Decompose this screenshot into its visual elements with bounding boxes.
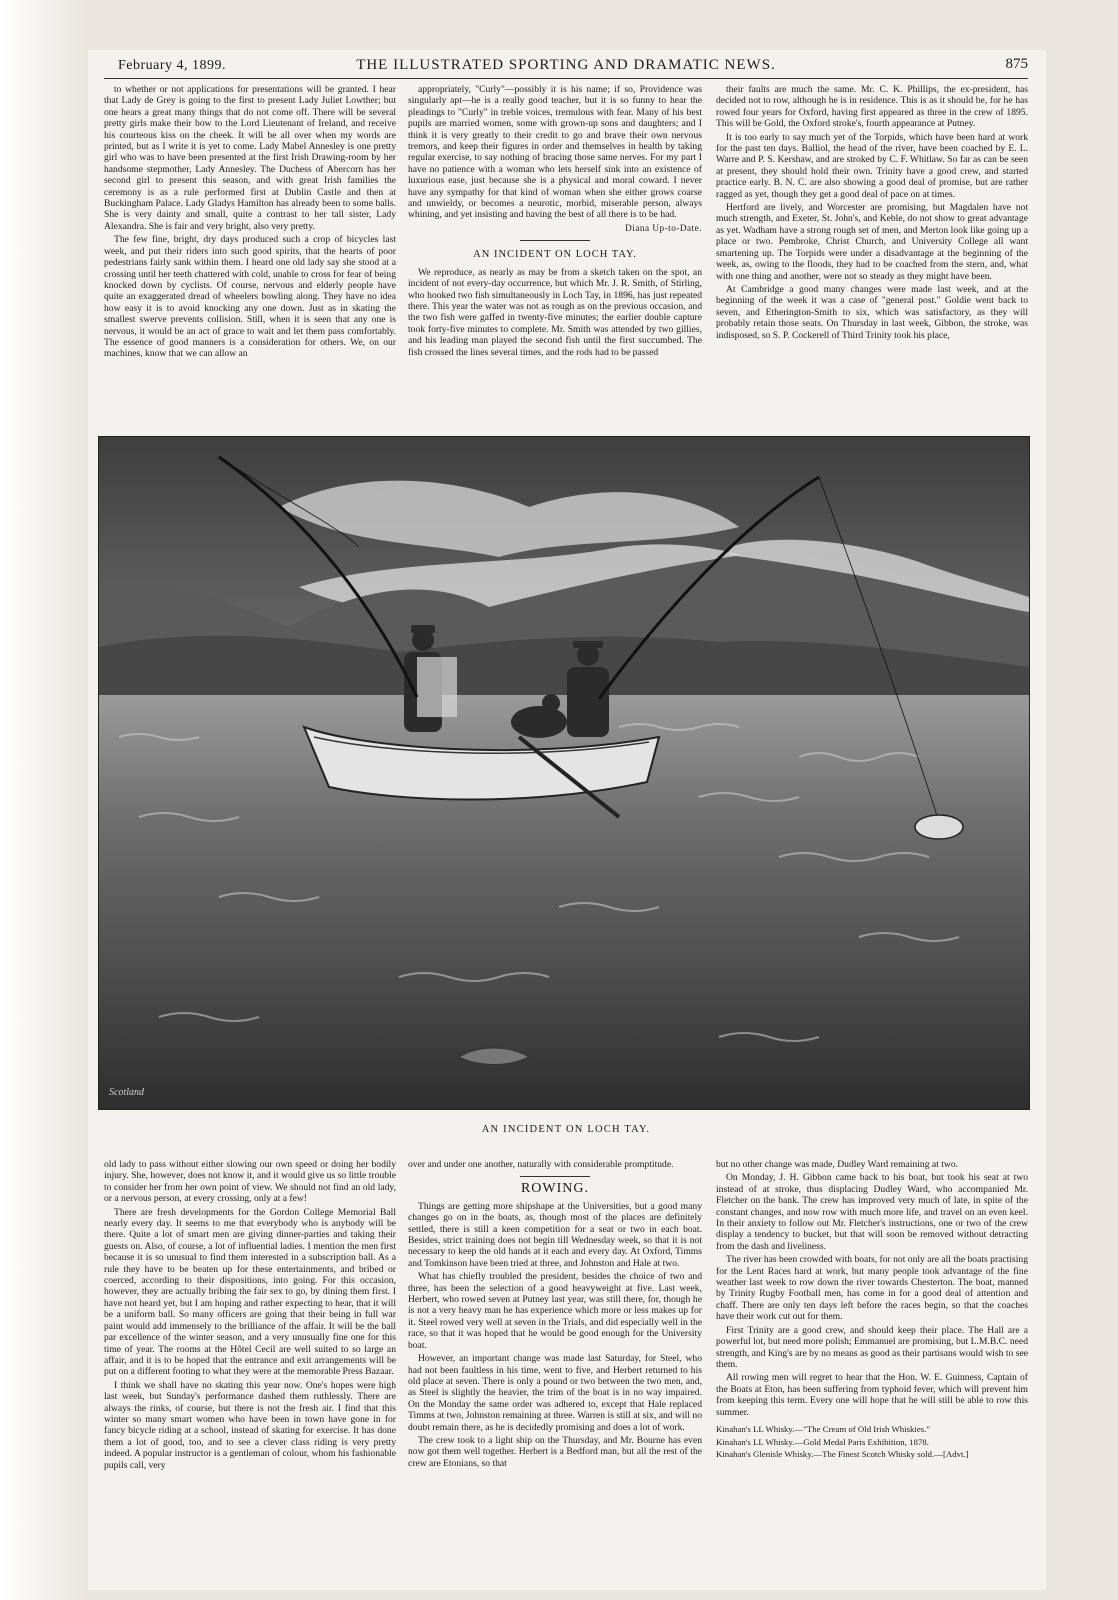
artist-signature: Scotland — [109, 1087, 144, 1098]
loch-tay-illustration — [98, 436, 1030, 1110]
publication-title: THE ILLUSTRATED SPORTING AND DRAMATIC NEWS. — [356, 57, 776, 73]
paragraph: However, an important change was made last Saturday, for Steel, who had not been faultless in his time, went to five, and Herbert returned to his old place at seven. There is only a pound or two between the two men, and, as Steel is slightly the heavier, the trim of the boat is in no way impaired. On the Monday the same order was adhered to, except that Hale replaced Timms at two, Johnston remaining at three. Warren is still at six, and will no doubt remain there, as he is decidedly promising and does a lot of work. — [408, 1353, 702, 1433]
paragraph: over and under one another, naturally with considerable promptitude. — [408, 1159, 674, 1170]
paragraph: On Monday, J. H. Gibbon came back to his boat, but took his seat at two instead of at stroke, thus displacing Dudley Ward, who accompanied Mr. Fletcher on the bank. The crew has improved very much of late, in spite of the constant changes, and now row with much more life, and travel on an even keel. In their anxiety to follow out Mr. Fletcher's instructions, one or two of the crew display a tendency to bucket, but that will soon be removed without detracting from the dash and liveliness. — [716, 1172, 1028, 1252]
bottom-column-3 — [716, 1159, 1028, 1569]
author-signature: Diana Up-to-Date. — [625, 222, 702, 233]
paragraph: What has chiefly troubled the president, besides the choice of two and three, has been the selection of a good heavyweight at five. Last week, Herbert, who rowed seven at Putney last year, was still there, for, though he is not a very heavy man he has experience which more or less makes up for it. Steel rowed very well at seven in the Trials, and did especially well in the race, so that it was hoped that he would be good enough for the University boat. — [408, 1271, 702, 1351]
paragraph: At Cambridge a good many changes were made last week, and at the beginning of the week it was a case of "general post." Goldie went back to seven, and Etherington-Smith to six, which was satisfactory, as they will probably retain those seats. On Thursday in last week, Gibbon, the stroke, was indisposed, so S. P. Cockerell of Third Trinity took his place, — [716, 283, 1028, 341]
advertisement — [716, 1424, 1028, 1460]
paragraph: We reproduce, as nearly as may be from a sketch taken on the spot, an incident of not every-day occurrence, but which Mr. J. R. Smith, of Stirling, who hooked two fish simultaneously in Loch Tay, in 1896, has just repeated there. This year the water was not as rough as on the previous occasion, and the two fish were gaffed in twenty-five minutes; the earlier double capture took forty-five minutes to complete. Mr. Smith was attended by two gillies, and his leading man played the second fish until the first succumbed. The fish crossed the lines several times, and the rods had to be passed — [408, 266, 702, 358]
page-number: 875 — [1005, 56, 1028, 72]
rowing-heading: ROWING. — [520, 1181, 590, 1197]
paragraph: but no other change was made, Dudley Ward remaining at two. — [716, 1159, 959, 1170]
divider — [520, 240, 590, 241]
top-column-3 — [716, 84, 1028, 440]
bottom-column-1 — [104, 1159, 396, 1569]
paragraph: appropriately, "Curly"—possibly it is his name; if so, Providence was singularly apt—he is a really good teacher, but it is so funny to hear the pleadings to "Curly" in treble voices, tremulous with fear. Many of his best pupils are married women, some with grown-up sons and daughters; and I think it is very greatly to their credit to go and brave their own nervous tremors, and keep their figures in order and themselves in health by taking regular exercise, to say nothing of bracing those same nerves. For my part I have no patience with a woman who lets herself sink into an existence of luxurious ease, just because she is a physical and moral coward. I never have any sympathy for that kind of woman when she either grows coarse and unwieldy, or becomes a neurotic, morbid, miserable person, always whining, and yet insisting and having the best of all there is to be had. — [408, 84, 702, 221]
engraving-image — [99, 437, 1029, 1109]
paragraph: Things are getting more shipshape at the Universities, but a good many changes go on in the boats, as, though most of the places are definitely settled, there is still a keen competition for a seat or two in each boat. Besides, strict training does not begin till Wednesday week, so that it is not necessary to keep the old hands at it each and every day. At Oxford, Timms and Tomkinson have been tried at three, and Johnston and Hale at two. — [408, 1200, 702, 1269]
paragraph: The crew took to a light ship on the Thursday, and Mr. Bourne has even now got them well together. Herbert is a Bedford man, but all the rest of the crew are Etonians, so that — [408, 1434, 702, 1469]
paragraph: The river has been crowded with boats, for not only are all the boats practising for the Lent Races hard at work, but many people took advantage of the fine weather last week to row down the river towards Chesterton. The boat, manned by Trinity Rugby Football men, has come in for a good deal of attention and chaff. There are only ten days left before the races begin, so that the coaches have their work cut out for them. — [716, 1254, 1028, 1323]
paragraph: old lady to pass without either slowing our own speed or doing her bodily injury. She, however, does not know it, and it would give us so little trouble to consider her from her own point of view. We should not find an old lady, or a nervous person, at every crossing, only at a few! — [104, 1159, 396, 1205]
top-column-1 — [104, 84, 396, 440]
advert-line: Kinahan's Glenisle Whisky.—The Finest Scotch Whisky sold.—[Advt.] — [716, 1449, 969, 1460]
paragraph: The few fine, bright, dry days produced such a crop of bicycles last week, and put their riders into such good spirits, that the hearts of poor pedestrians fairly sank within them. I heard one old lady say she stood at a crossing until her teeth chattered with cold, unable to cross for fear of being knocked down by cyclists. Of course, nervous and elderly people have quite an exaggerated dread of wheelers bowling along. They have no idea how easy it is to avoid knocking any one down. Just as in skating the smallest swerve prevents collision. Still, when it is seen that any one is nervous, it would be an act of grace to wait and let them pass comfortably. The essence of good manners is a consideration for others. We, on our machines, know that we can allow an — [104, 234, 396, 360]
top-column-2 — [408, 84, 702, 440]
issue-date: February 4, 1899. — [118, 58, 227, 73]
page-left-margin — [0, 0, 88, 1600]
illustration-caption: AN INCIDENT ON LOCH TAY. — [481, 1124, 651, 1135]
paragraph: There are fresh developments for the Gordon College Memorial Ball nearly every day. It seems to me that everybody who is anybody will be there. Quite a lot of smart men are giving dinner-parties and taking their guests on. Also, of course, a lot of influential ladies. I mention the men first because it is so unusual to find them interested in a subscription ball. As a rule they have to be beaten up for these entertainments, and bribed or coerced, according to their dispositions, into going. For this occasion, however, they are actually bribing the fair sex to go, by dining them first. I have not heard yet, but I am hoping and rather expecting to hear, that it will be a uniform ball. So many officers are going that their being in full war paint would add immensely to the brilliance of the affair. It will be the ball par excellence of the winter season, and a very unusually fine one for this time of year. The rooms at the Hôtel Cecil are well suited to so large an affair, and it is to be hoped that the entrance and exit arrangements will be put on a different footing to what they were at the memorable Press Bazaar. — [104, 1206, 396, 1378]
advert-line: Kinahan's LL Whisky.—Gold Medal Paris Exhibition, 1878. — [716, 1436, 929, 1447]
paragraph: I think we shall have no skating this year now. One's hopes were high last week, but Sunday's performance dashed them ruthlessly. There are always the rinks, of course, but there is not the fresh air. I find that this winter so many smart women who have been in town have gone in for fancy bicycle riding at a school, instead of skating for exercise. It has done them a lot of good, too, and to see a clever class riding is very pretty indeed. A popular instructor is a gentleman of colour, whom his fashionable pupils call, very — [104, 1379, 396, 1471]
paragraph: Hertford are lively, and Worcester are promising, but Magdalen have not much strength, and Exeter, St. John's, and Keble, do not show to great advantage as yet. Wadham have a strong rough set of men, and Merton look like going up a place or two. Pembroke, Christ Church, and University College all want smartening up. The Torpids were under a disadvantage at the beginning of the week, as, owing to the floods, they had to be coached from the stern, and, what with one thing and another, were not so steady as they might have been. — [716, 202, 1028, 282]
advert-line: Kinahan's LL Whisky.—"The Cream of Old Irish Whiskies." — [716, 1423, 930, 1434]
paragraph: It is too early to say much yet of the Torpids, which have been hard at work for the past ten days. Balliol, the head of the river, have been coached by E. L. Warre and P. S. Kershaw, and are stroked by C. F. Whitlaw. So far as can be seen at present, they should hold their own. Trinity have a good crew, and started practice early. B. N. C. are also showing a good deal of promise, but are rather ragged as yet, though they get a good deal of pace on at times. — [716, 131, 1028, 200]
article-heading: AN INCIDENT ON LOCH TAY. — [473, 249, 637, 261]
paragraph: First Trinity are a good crew, and should keep their place. The Hall are a powerful lot, but need more polish; Emmanuel are promising, but L.M.B.C. need strength, and King's are by no means as good as their partisans would wish to see them. — [716, 1324, 1028, 1370]
paragraph: All rowing men will regret to hear that the Hon. W. E. Guinness, Captain of the Boats at Eton, has been suffering from typhoid fever, which will prevent him from keeping this term. Every one will hope that he will still be able to row this summer. — [716, 1372, 1028, 1418]
bottom-column-2 — [408, 1159, 702, 1569]
divider — [520, 1176, 590, 1177]
page-header — [104, 56, 1028, 79]
paragraph: to whether or not applications for presentations will be granted. I hear that Lady de Grey is going to the first to present Lady Juliet Lowther; but one hears a great many things that do not come off. There will be several pretty girls make their bow to the Lord Lieutenant of Ireland, and receive his courteous kiss on the cheek. It will be all over when my words are printed, but as I write it is yet to come. Lady Mabel Annesley is one pretty girl who was to have been presented at the first Irish Drawing-room by her handsome stepmother, Lady Annesley. The Duchess of Abercorn has her second girl to present this season, and with great Irish families the ceremony is as a rule performed first at Dublin Castle and then at Buckingham Palace. Lady Gladys Hamilton has already been to some balls. She is very dainty and small, quite a contrast to her tall sister, Lady Alexandra. She is fair and very bright, also very pretty. — [104, 84, 396, 232]
paragraph: their faults are much the same. Mr. C. K. Phillips, the ex-president, has decided not to row, although he is in residence. This is as it should be, for he has rowed four years for Oxford, having first appeared as three in the crew of 1895. This will be Gold, the Oxford stroke's, fourth appearance at Putney. — [716, 84, 1028, 130]
